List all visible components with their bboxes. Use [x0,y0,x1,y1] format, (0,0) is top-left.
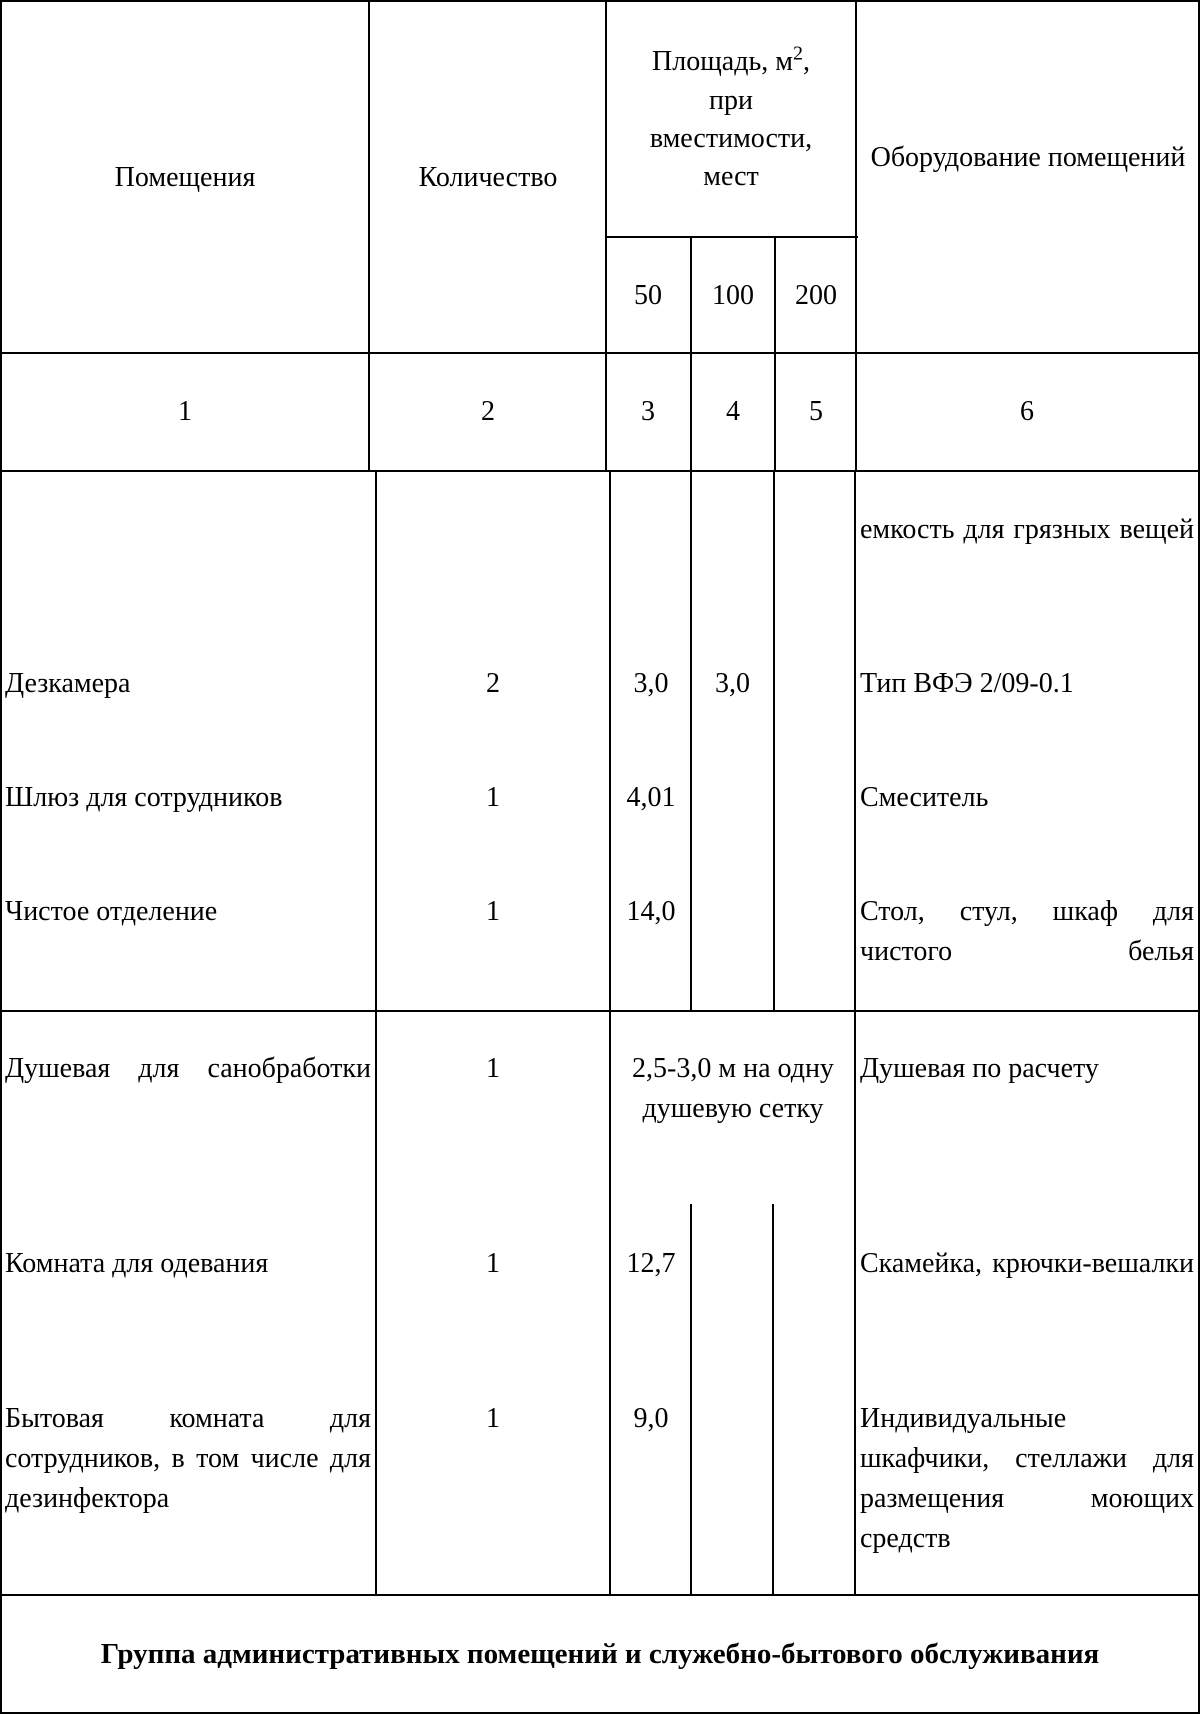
row4-qty: 1 [486,1053,500,1084]
header-area-rest: при вместимости, мест [649,85,813,192]
row2-qty: 1 [486,782,500,813]
row2-a50: 4,01 [626,782,676,813]
row1-qty: 2 [486,668,500,699]
group-top-line [0,1594,1200,1596]
row4-equipment: Душевая по расчету [860,1053,1099,1084]
row3-qty: 1 [486,896,500,927]
header-equipment: Оборудование помещений [870,142,1186,173]
col-divider-3-head [690,236,692,472]
colnum-5: 5 [809,396,823,427]
col-divider-4-body-a [773,470,775,1012]
numbers-bottom-line [0,470,1200,472]
colnum-6: 6 [1020,396,1034,427]
group-heading: Группа административных помещений и служебно-бытового обслуживания [100,1638,1100,1670]
section-divider [0,1010,1200,1012]
row1-a100: 3,0 [715,668,750,699]
row1-a50: 3,0 [633,668,669,699]
colnum-2: 2 [481,396,495,427]
row6-room: Бытовая комната для сотрудников, в том числе для дезинфектора [5,1403,371,1514]
colnum-1: 1 [178,396,192,427]
row3-a50: 14,0 [626,896,676,927]
header-area-superscript: 2 [792,42,803,65]
row5-equipment: Скамейка, крючки-вешалки [860,1248,1194,1279]
col-divider-5-body [854,470,856,1595]
header-area-comma: , [802,46,810,77]
col-divider-4-body-b [772,1204,774,1595]
row1-room: Дезкамера [5,668,131,699]
header-cap-100: 100 [712,280,754,311]
colnum-3: 3 [641,396,655,427]
row5-room: Комната для одевания [5,1248,269,1279]
row4-area-merged: 2,5-3,0 м на одну душевую сетку [632,1053,834,1124]
row1-equipment: Тип ВФЭ 2/09-0.1 [860,668,1074,699]
border-left [0,0,2,1714]
header-sub-divider [606,236,858,238]
header-rooms: Помещения [114,162,256,193]
row5-qty: 1 [486,1248,500,1279]
row4-room: Душевая для санобработки [5,1053,371,1084]
row5-a50: 12,7 [626,1248,676,1279]
row6-equipment: Индивидуальные шкафчики, стеллажи для размещения моющих средств [860,1403,1194,1554]
row6-qty: 1 [486,1403,500,1434]
col-divider-4-head [774,236,776,472]
header-bottom-line [0,352,1200,354]
row2-equipment: Смеситель [860,782,989,813]
row0-equipment: емкость для грязных вещей [860,514,1194,545]
header-area-line1: Площадь, м [652,46,793,77]
border-top [0,0,1200,2]
row2-room: Шлюз для сотрудников [5,782,283,813]
header-cap-200: 200 [795,280,837,311]
header-cap-50: 50 [634,280,662,311]
row6-a50: 9,0 [633,1403,669,1434]
row3-equipment: Стол, стул, шкаф для чистого белья [860,896,1194,967]
header-quantity: Количество [418,162,558,193]
header-area [606,42,856,196]
colnum-4: 4 [726,396,740,427]
row3-room: Чистое отделение [5,896,218,927]
